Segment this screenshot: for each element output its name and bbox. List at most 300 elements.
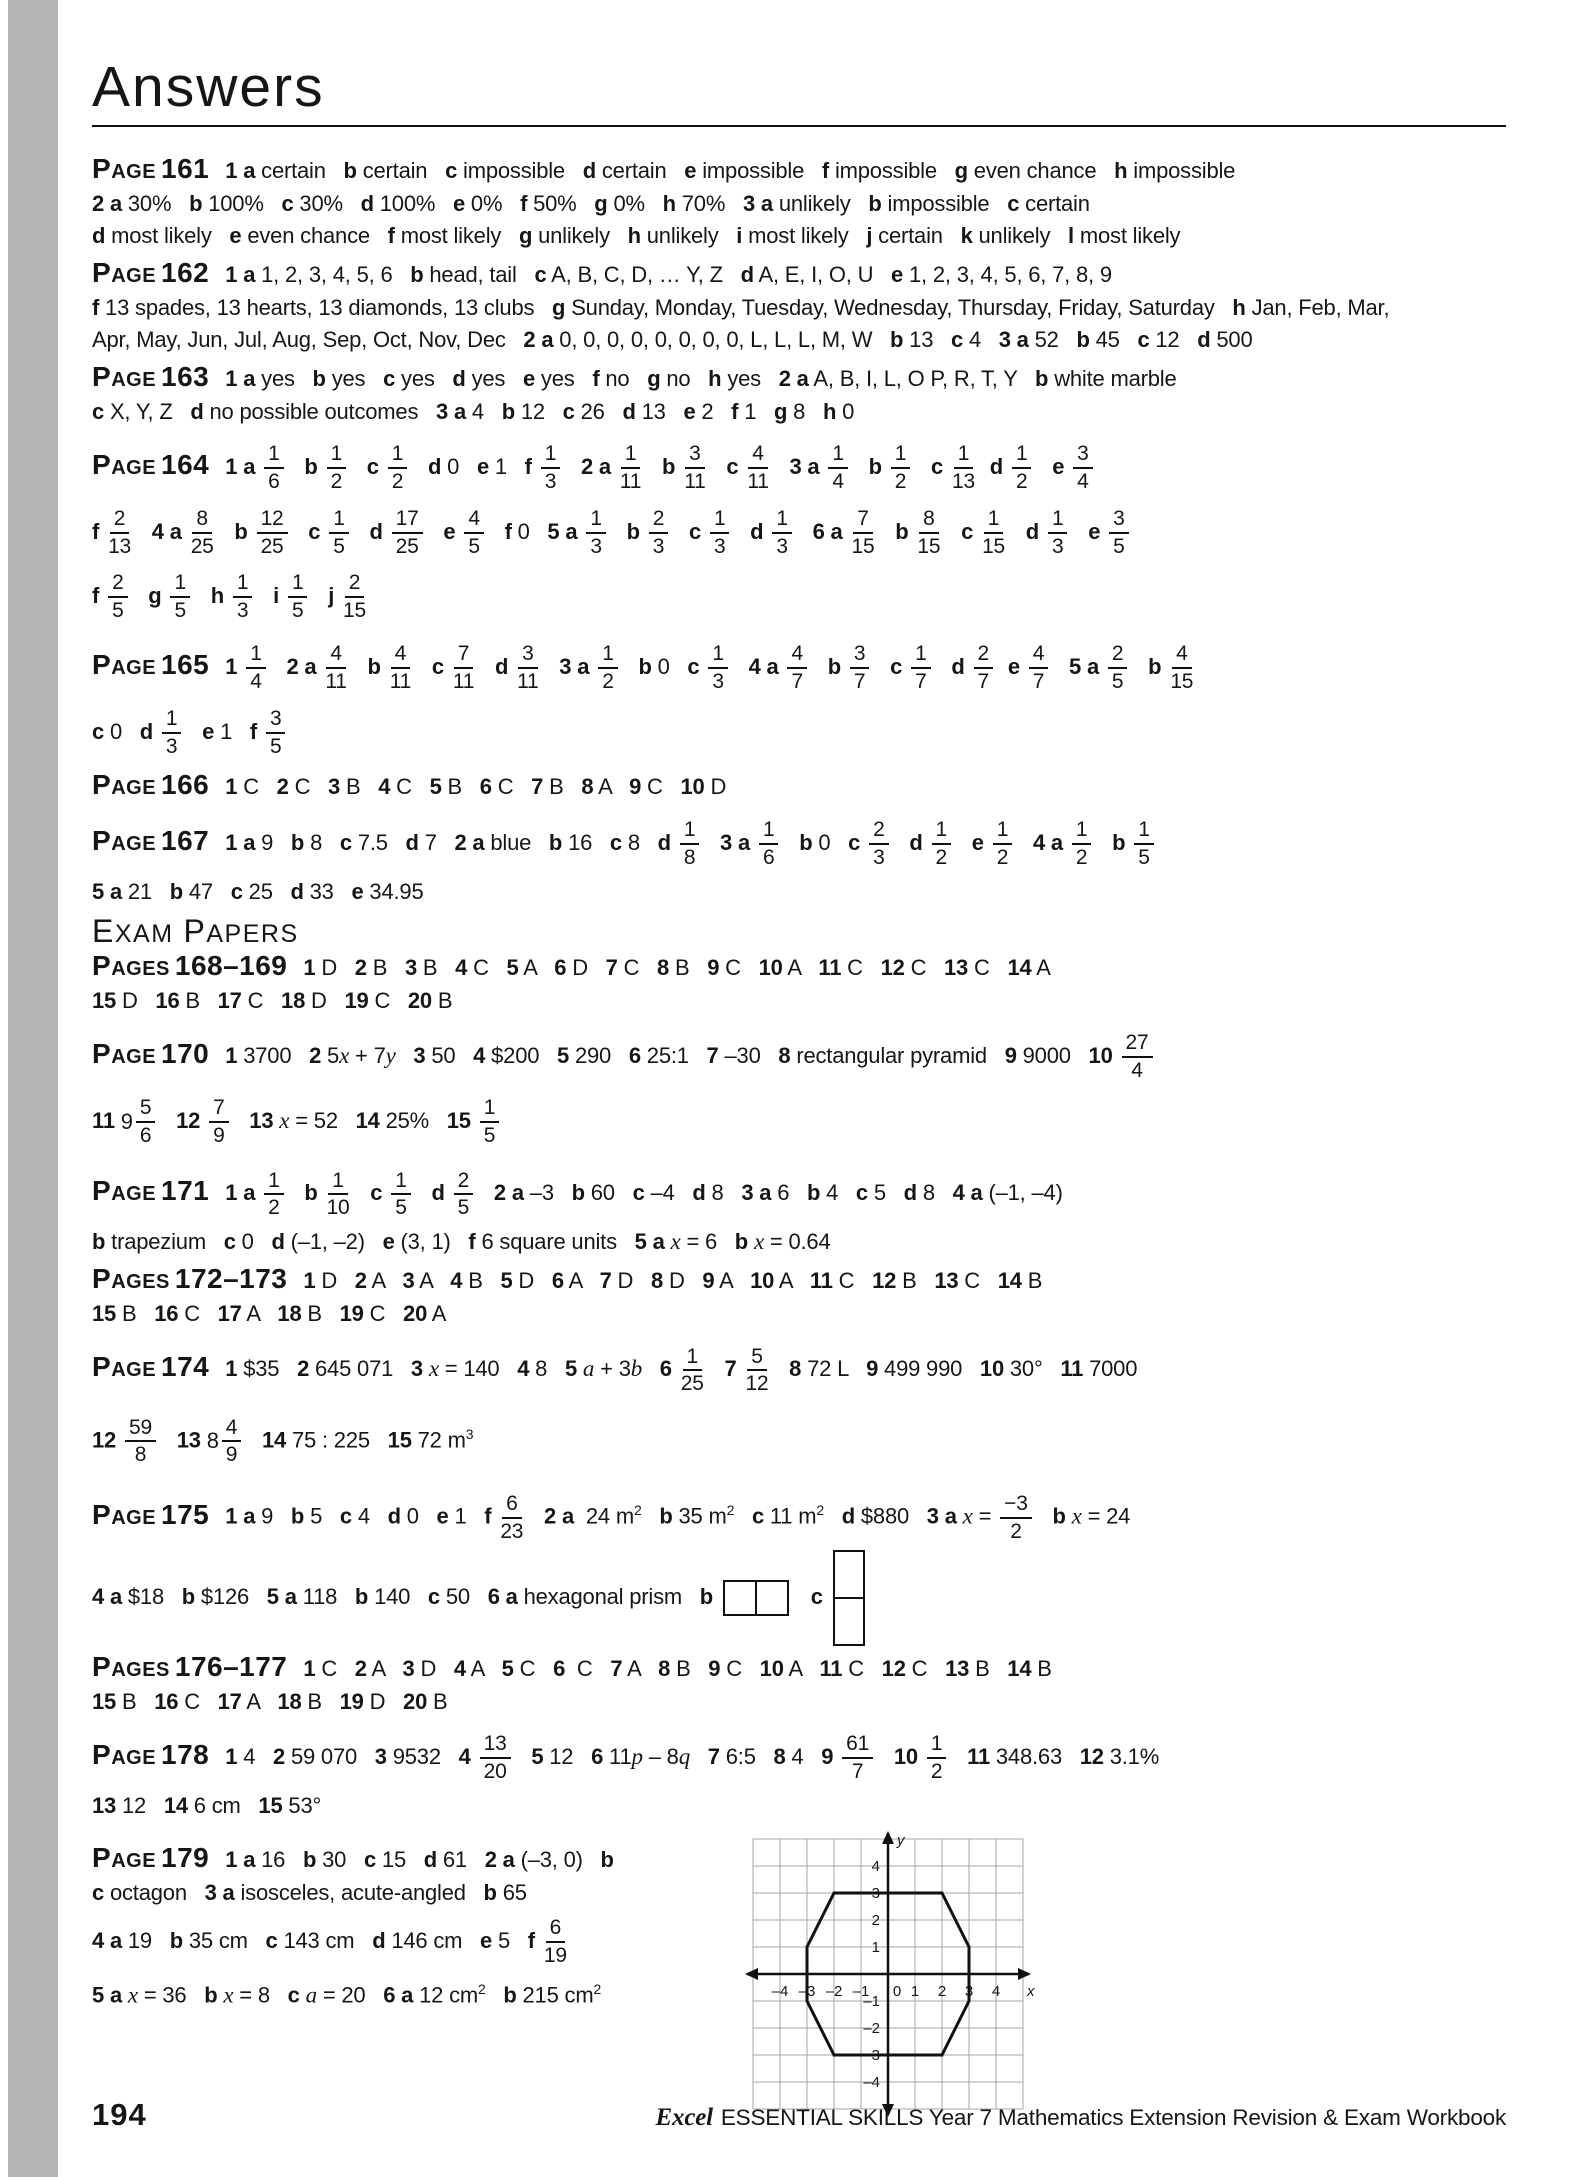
fraction-denominator: 5 [1138,845,1150,869]
fraction [108,571,127,622]
fraction-numerator: 7 [454,642,473,669]
fraction-denominator: 5 [1113,534,1125,558]
section-page-number: 166 [161,768,210,800]
smallcaps-rest: AGE [111,656,157,679]
answer-text: most likely [394,222,519,248]
answer-text: $200 [485,1042,558,1068]
smallcaps-initial: P [92,448,112,480]
svg-text:4: 4 [871,1857,880,1875]
answer-text [444,654,450,679]
fraction [500,1492,523,1543]
answer-label: b [304,453,318,479]
answer-label: b [638,653,652,679]
answer-text: D [704,773,727,799]
answer-line [92,153,1506,188]
answer-text: 500 [1210,326,1253,352]
answer-label: 3 a [204,1879,235,1905]
answer-text [781,830,799,855]
fraction-denominator: 7 [915,669,927,693]
answer-text: 146 cm [385,1927,481,1953]
answer-text [455,519,461,544]
smallcaps-initial: P [92,648,112,680]
answer-label: 7 [605,954,618,980]
fraction [343,571,366,622]
answer-text [763,519,769,544]
answer-label: e [971,829,984,855]
answer-text: A [563,1267,600,1293]
answer-label: 13 [176,1427,201,1453]
answer-line [92,220,1506,252]
fraction [1170,642,1193,693]
fraction-numerator: 1 [162,707,181,734]
math-variable: b [630,1355,643,1381]
answer-text [193,583,211,608]
answer-label: c [366,453,379,479]
mixed-number [121,1090,159,1154]
fraction [952,442,975,493]
answer-text [1020,654,1026,679]
fraction [1072,818,1091,869]
answer-label: 6 a [812,518,843,544]
answer-text [851,454,869,479]
answer-label: 5 [501,1655,514,1681]
book-title [656,2104,1506,2132]
answer-label: 9 [866,1355,879,1381]
answer-text: 30% [121,190,190,216]
fraction-denominator: 4 [1077,469,1089,493]
answer-text: 12 [543,1743,592,1769]
answer-text: 6 [771,1179,807,1205]
answer-label: c [632,1179,645,1205]
fraction [1073,442,1092,493]
answer-label: b [868,190,882,216]
answer-label: 8 [773,1743,786,1769]
fraction-numerator: 4 [464,507,483,534]
answer-text [158,1108,176,1133]
svg-text:–2: –2 [863,2019,880,2037]
answer-text: = 52 [289,1107,356,1133]
answer-text: 100% [202,190,282,216]
answer-text [217,519,235,544]
fraction-numerator: 1 [541,442,560,469]
answer-text: yes [535,365,593,391]
answer-label: 11 [967,1743,990,1769]
answer-label: b [181,1583,195,1609]
answer-label: 3 [374,1743,387,1769]
answer-label: 5 [500,1267,513,1293]
fraction-numerator: 2 [974,642,993,669]
answer-label: 7 [610,1655,623,1681]
answer-text: octagon [104,1879,205,1905]
answer-text [690,1744,708,1769]
answer-label: c [223,1228,236,1254]
svg-text:–2: –2 [825,1982,843,2000]
answer-label: 11 [1060,1355,1084,1381]
answer-text: A [518,954,555,980]
section-page-number: 174 [161,1350,210,1382]
answer-text [943,454,949,479]
answer-label: k [960,222,973,248]
answer-text [508,654,514,679]
fraction [586,507,605,558]
smallcaps-initial: P [92,1174,112,1206]
answers-section [92,769,1506,804]
answer-line [92,500,1506,564]
answer-label: c [383,365,396,391]
answer-label: 10 [979,1355,1004,1381]
fraction-numerator: 1 [828,442,847,469]
answer-label: 1 [225,653,238,679]
section-heading [92,1037,210,1069]
answer-label: 9 [702,1267,715,1293]
answer-text: 8 [621,829,658,855]
answer-label: 14 [355,1107,380,1133]
answer-text [514,1744,532,1769]
fraction-denominator: 4 [250,669,262,693]
fraction-numerator: 3 [1073,442,1092,469]
answer-text: 0 [812,829,849,855]
answer-text [353,1180,371,1205]
fraction-numerator: 1 [264,442,283,469]
answer-text [1099,654,1105,679]
fraction [391,1169,410,1220]
answer-text: 348.63 [989,1743,1080,1769]
fraction [828,442,847,493]
answer-text: 0 [235,1228,272,1254]
answer-label: g [954,157,968,183]
answer-text [772,454,790,479]
fraction-numerator: 4 [1029,642,1048,669]
fraction-numerator: 12 [257,507,288,534]
answer-text: 30% [293,190,361,216]
section-heading [92,949,288,981]
fraction [392,507,423,558]
answer-label: 6 a [383,1982,414,2008]
answer-label: h [708,365,722,391]
answer-text [732,519,750,544]
answer-label: 3 a [742,190,773,216]
page-number: 194 [92,2097,147,2132]
fraction [869,818,888,869]
answer-text: 21 [121,878,170,904]
answer-line [92,1159,1506,1226]
answer-text [414,654,432,679]
fraction-denominator: 11 [517,669,539,693]
fraction-numerator: 1 [683,1345,702,1372]
answer-label: 20 [403,1300,428,1326]
answer-text [257,719,263,744]
answer-text [843,519,849,544]
page-title: Answers [92,55,325,119]
answer-label: 7 [724,1355,737,1381]
math-variable: x [223,1982,234,2008]
smallcaps-word [92,1350,157,1382]
answer-text: 8 [705,1179,742,1205]
answer-label: 1 [303,1655,316,1681]
answer-text [1113,1043,1119,1068]
fraction-denominator: 2 [602,669,614,693]
section-page-number: 163 [161,360,210,392]
smallcaps-initial: P [92,256,112,288]
answer-text: 4 [351,1503,388,1529]
answer-text [973,519,979,544]
answer-line [92,1022,1506,1089]
answer-text: $880 [854,1503,927,1529]
answer-text: 70% [675,190,743,216]
answer-label: f [527,1927,535,1953]
fraction-numerator: 4 [222,1416,241,1443]
fraction [329,507,348,558]
fraction [974,642,993,693]
fraction [162,707,181,758]
answer-label: b [626,518,640,544]
answer-label: 4 a [1032,829,1063,855]
fraction [759,818,778,869]
answer-label: 18 [277,1688,302,1714]
answer-text: 0 [104,718,140,744]
answer-label: 2 a [580,453,611,479]
answer-text: A [774,1267,810,1293]
answer-text: C [178,1300,218,1326]
answer-text [860,830,866,855]
smallcaps-rest: AGES [111,1270,170,1293]
answer-text [532,454,538,479]
answer-text: C [565,1655,611,1681]
answer-label: 11 [818,954,842,980]
answer-text: 61 [436,1846,485,1872]
answer-label: f [484,1503,492,1529]
answer-text: 4 [785,1743,822,1769]
fraction [911,642,930,693]
answer-label: g [774,398,788,424]
answer-text: impossible [829,157,955,183]
answer-text: 4 [237,1743,273,1769]
answer-text: A [1031,954,1051,980]
answer-label: f [504,518,512,544]
answer-text [1130,654,1148,679]
answer-label: b [827,653,841,679]
answer-text [99,583,105,608]
svg-text:1: 1 [871,1938,880,1956]
answer-text: X, Y, Z [104,398,191,424]
answer-text: 33 [303,878,352,904]
answer-text: 59 070 [285,1743,375,1769]
mixed-number [207,1409,245,1473]
answer-text: A [241,1688,278,1714]
answer-label: 9 [707,954,720,980]
answer-label: c [751,1503,764,1529]
answer-text: impossible [1127,157,1236,183]
answer-text: 47 [182,878,231,904]
answer-text: 13 [903,326,951,352]
svg-text:–4: –4 [771,1982,789,2000]
answer-label: j [866,222,873,248]
answer-label: 7 [707,1743,720,1769]
fraction-numerator: 1 [708,642,727,669]
answer-text [672,1356,678,1381]
fraction-denominator: 5 [333,534,345,558]
answer-text [476,1180,494,1205]
answers-section [92,1022,1506,1154]
answer-text [577,519,583,544]
answer-label: b [501,398,515,424]
square-cell [723,1580,757,1616]
fraction-denominator: 12 [745,1372,769,1396]
answer-label: d [428,453,442,479]
answer-label: 11 [809,1267,833,1293]
fraction-numerator: 1 [621,442,640,469]
answer-text: 4 [466,398,502,424]
fraction-denominator: 5 [457,1196,470,1220]
answer-text: B [340,773,379,799]
answer-label: c [961,518,974,544]
section-page-number: 176–177 [174,1650,288,1682]
answer-label: 12 [176,1107,201,1133]
svg-text:4: 4 [991,1982,1001,2000]
answer-text [381,654,387,679]
answer-label: 5 a [1069,653,1099,679]
answer-text [134,519,152,544]
answer-label: 1 a [225,365,256,391]
answer-text: 5 [492,1927,528,1953]
answer-text: most likely [105,222,230,248]
fraction [453,642,474,693]
answer-label: b [204,1982,218,2008]
page-footer [92,2097,1506,2133]
superscript: 2 [478,1980,486,1997]
answer-text: (–1, –4) [982,1179,1063,1205]
fraction-denominator: 7 [853,669,866,693]
answer-label: 5 a [92,1982,122,2008]
answer-text: C [237,773,277,799]
fraction [932,818,951,869]
answer-label: 5 [564,1355,577,1381]
answer-line [92,1842,752,1877]
answer-label: 19 [339,1688,364,1714]
answer-text [255,1180,261,1205]
answer-label: f [592,365,600,391]
answer-text: C [363,1300,404,1326]
answer-text: B [116,1300,155,1326]
math-variable: q [678,1743,691,1769]
answer-text [954,830,972,855]
fraction-numerator: 8 [192,507,211,534]
answer-text [162,583,168,608]
answer-text [184,719,202,744]
fraction-denominator: 2 [1015,469,1028,493]
answer-text: impossible [696,157,822,183]
answer-line [92,700,1506,764]
fraction [620,442,641,493]
answer-label: 8 [658,1655,671,1681]
answer-text [731,654,749,679]
answer-text [908,519,914,544]
answer-label: 11 [819,1655,843,1681]
answer-text: = 20 [316,1982,384,2008]
answers-sections [92,152,1506,2091]
answer-text [287,454,305,479]
fraction-numerator: 1 [1072,818,1091,845]
answer-label: b [343,157,357,183]
answer-text [996,654,1008,679]
answers-section [92,1723,1506,1822]
fraction-numerator: 8 [919,507,938,534]
answer-text: A [783,1655,820,1681]
answer-line [92,324,1506,356]
answer-label: 13 [944,954,969,980]
answer-text: A, B, C, D, … Y, Z [546,261,741,287]
answer-label: 12 [1079,1743,1104,1769]
fraction-numerator: 2 [869,818,888,845]
fraction [517,642,538,693]
answer-label: 15 [446,1107,471,1133]
answer-text: 50 [425,1042,474,1068]
answer-label: b [367,653,381,679]
answer-label: 3 [402,1267,415,1293]
answer-line [92,1723,1506,1790]
answer-text: C [368,987,408,1013]
fraction-denominator: 11 [684,469,706,493]
answer-text [841,654,847,679]
section-heading [92,152,210,184]
svg-text:3: 3 [964,1982,974,2000]
smallcaps-rest: AGE [111,368,157,391]
answer-line [92,564,1506,628]
coordinate-grid-svg [740,1828,1046,2134]
answer-text [379,454,385,479]
answer-label: 4 [378,773,391,799]
answer-text: 2 [695,398,732,424]
answer-label: c [339,1503,352,1529]
fraction-denominator: 7 [791,669,803,693]
answer-label: b [890,326,904,352]
answer-text [734,1504,752,1529]
answer-label: c [370,1179,383,1205]
answer-text [383,519,389,544]
answer-label: 3 [328,773,341,799]
answer-text: C [832,1267,873,1293]
smallcaps-rest: APERS [206,919,299,948]
answer-label: b [312,365,326,391]
answer-text [671,830,677,855]
fraction-denominator: 3 [652,534,665,558]
answer-label: 10 [1088,1042,1113,1068]
fraction [233,571,252,622]
fraction-denominator: 6 [139,1123,152,1147]
fraction [1108,642,1127,693]
fraction-numerator: 1 [1048,507,1067,534]
answer-text [709,454,727,479]
fraction-numerator: 1 [954,442,973,469]
answer-label: e [382,1228,395,1254]
answer-text: 1, 2, 3, 4, 5, 6, 7, 8, 9 [903,261,1112,287]
answer-text [642,1356,660,1381]
answer-text: $126 [195,1583,267,1609]
answer-text [750,830,756,855]
answer-text [350,654,368,679]
smallcaps-word [92,1841,157,1873]
answer-label: b [169,1927,183,1953]
answer-text [349,454,367,479]
answer-label: 1 [225,1042,238,1068]
answer-text: 35 cm [182,1927,266,1953]
fraction-numerator: 7 [209,1096,228,1123]
answer-text: even chance [967,157,1115,183]
answer-text [232,1108,250,1133]
answer-label: d [951,653,965,679]
fraction [1029,642,1048,693]
fraction-denominator: 7 [977,669,989,693]
